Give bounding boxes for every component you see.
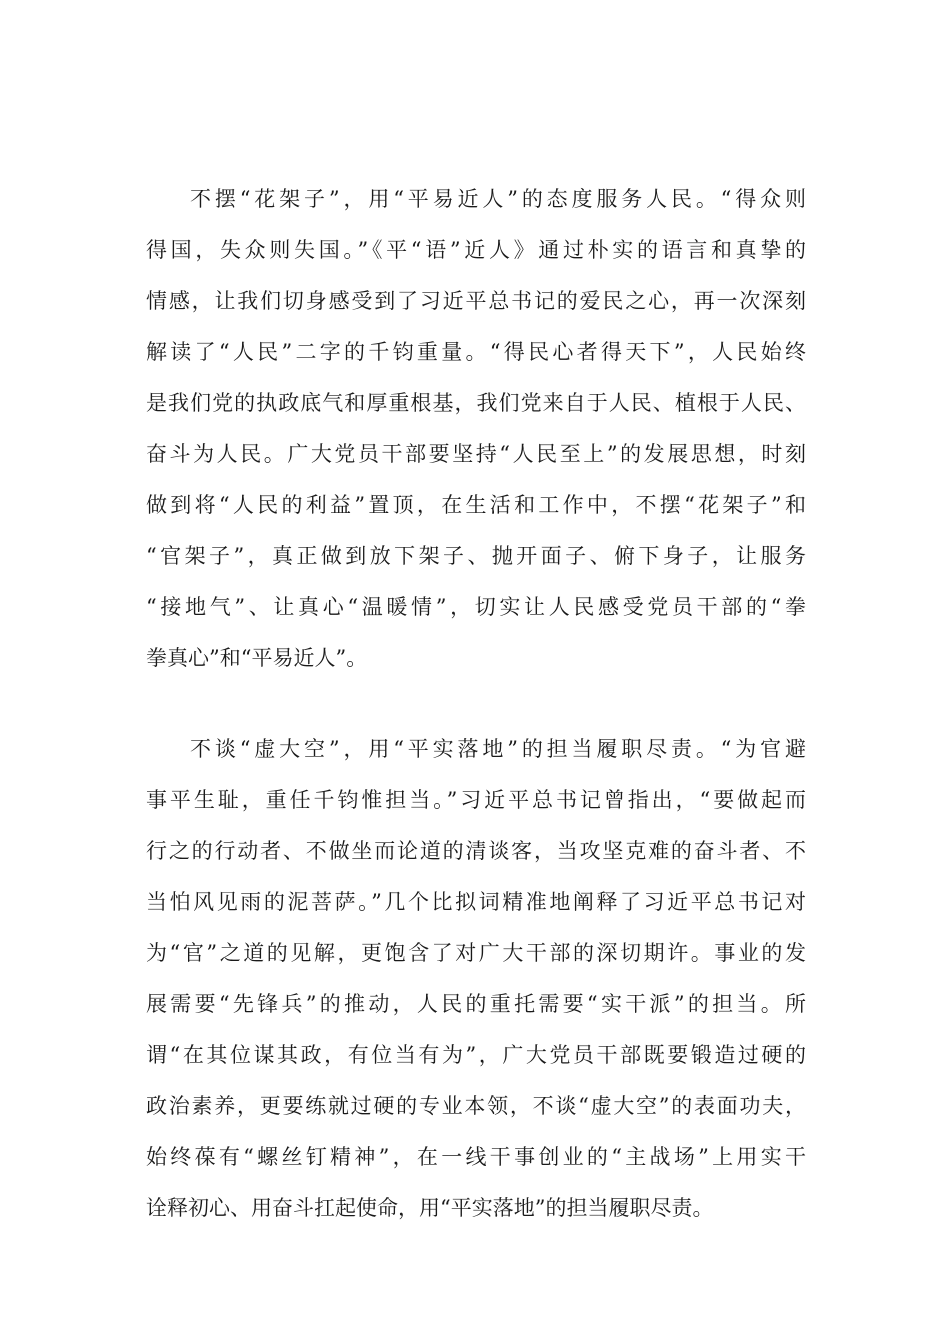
text-line: 诠释初心、用奋斗扛起使命，用“平实落地”的担当履职尽责。 (146, 1196, 714, 1220)
text-line: 展需要“先锋兵”的推动，人民的重托需要“实干派”的担当。所 (146, 992, 806, 1016)
text-line: 不谈“虚大空”，用“平实落地”的担当履职尽责。“为官避 (190, 737, 806, 761)
text-line: “官架子”，真正做到放下架子、抛开面子、俯下身子，让服务 (146, 544, 806, 568)
text-line: 为“官”之道的见解，更饱含了对广大干部的深切期许。事业的发 (146, 941, 806, 965)
paragraph-practical-duty (146, 724, 806, 1234)
text-line: 事平生耻，重任千钧惟担当。”习近平总书记曾指出，“要做起而 (146, 788, 806, 812)
text-line: 奋斗为人民。广大党员干部要坚持“人民至上”的发展思想，时刻 (146, 442, 806, 466)
text-line: 始终葆有“螺丝钉精神”，在一线干事创业的“主战场”上用实干 (146, 1145, 806, 1169)
text-line: 是我们党的执政底气和厚重根基，我们党来自于人民、植根于人民、 (146, 391, 806, 415)
text-line: 解读了“人民”二字的千钧重量。“得民心者得天下”，人民始终 (146, 340, 806, 364)
text-line: 情感，让我们切身感受到了习近平总书记的爱民之心，再一次深刻 (146, 289, 806, 313)
text-line: 不摆“花架子”，用“平易近人”的态度服务人民。“得众则 (190, 187, 806, 211)
paragraph-people-first (146, 174, 806, 684)
text-line: 做到将“人民的利益”置顶，在生活和工作中，不摆“花架子”和 (146, 493, 806, 517)
text-line: 拳真心”和“平易近人”。 (146, 646, 368, 670)
text-line: 当怕风见雨的泥菩萨。”几个比拟词精准地阐释了习近平总书记对 (146, 890, 806, 914)
text-line: 行之的行动者、不做坐而论道的清谈客，当攻坚克难的奋斗者、不 (146, 839, 806, 863)
text-line: 谓“在其位谋其政，有位当有为”，广大党员干部既要锻造过硬的 (146, 1043, 806, 1067)
text-line: 政治素养，更要练就过硬的专业本领，不谈“虚大空”的表面功夫， (146, 1094, 806, 1118)
text-line: 得国，失众则失国。”《平“语”近人》通过朴实的语言和真挚的 (146, 238, 806, 262)
text-line: “接地气”、让真心“温暖情”，切实让人民感受党员干部的“拳 (146, 595, 806, 619)
